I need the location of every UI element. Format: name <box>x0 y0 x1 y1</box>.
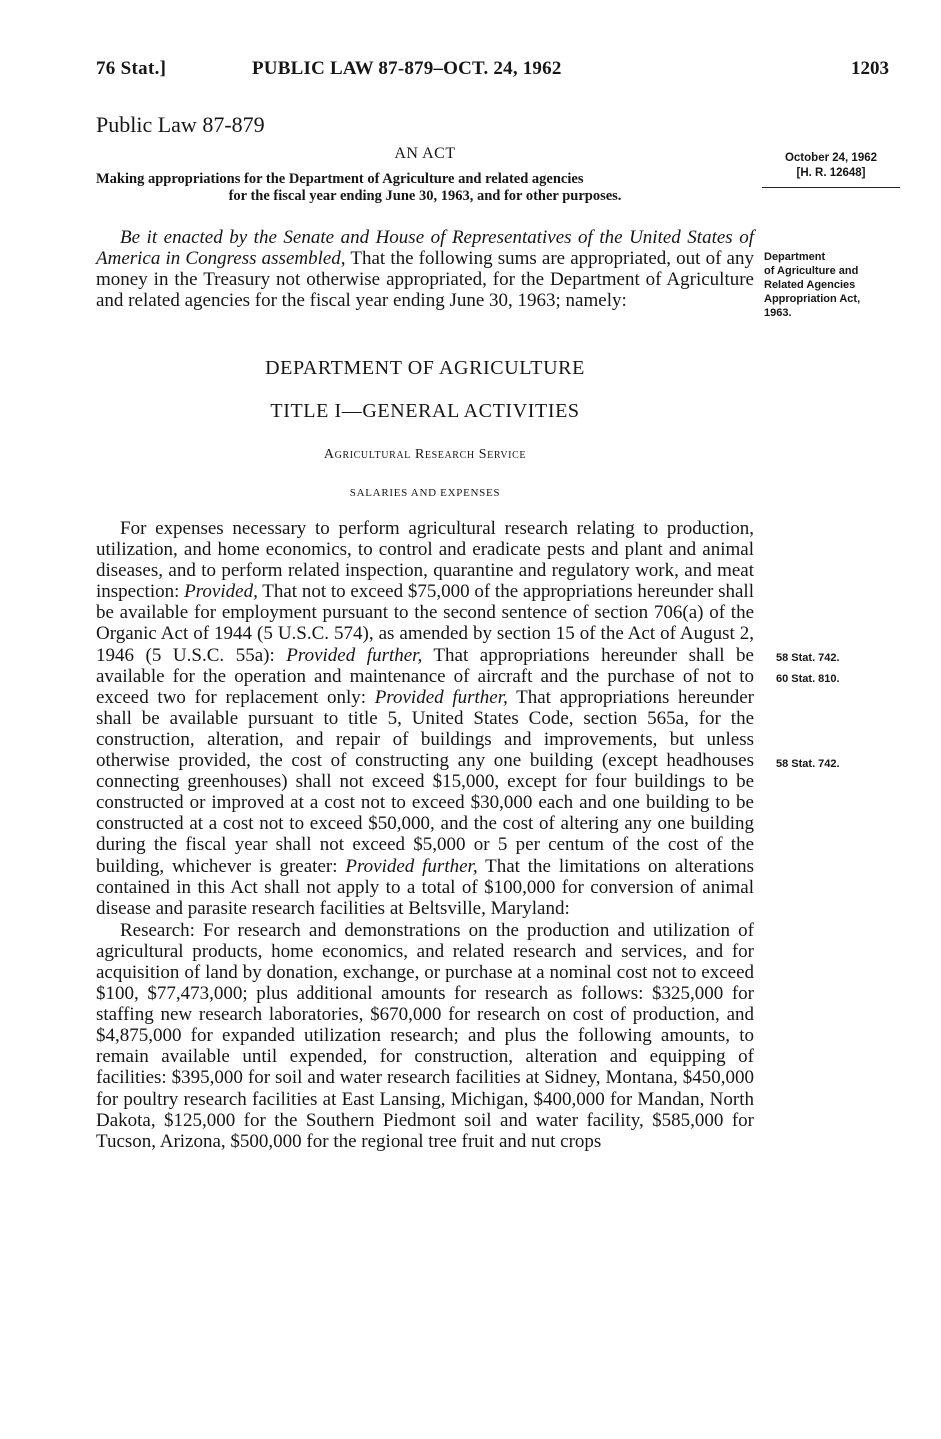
salaries-paragraphs <box>96 518 754 1152</box>
running-head-stat: 76 Stat.] <box>96 58 167 79</box>
enacting-clause-italic: Be it enacted by the Senate and House of Representatives of the United States of America in Congress assembled, <box>96 227 754 270</box>
paragraph-research: Research: For research and demonstrations on the production and utilization of agricultural products, home economics, and related research and services, and for acquisition of land by donation, exchange, or purchase at a nominal cost not to exceed $100, $77,473,000; plus additional amounts for research as follows: $325,000 for staffing new research laboratories, $670,000 for research on cost of production, and $4,875,000 for expanded utilization research; and plus the following amounts, to remain available until expended, for construction, alteration and equipping of facilities: $395,000 for soil and water research facilities at Sidney, Montana, $450,000 for poultry research facilities at East Lansing, Michigan, $400,000 for Mandan, North Dakota, $125,000 for the Southern Piedmont soil and water facility, $585,000 for Tucson, Arizona, $500,000 for the regional tree fruit and nut crops <box>96 919 754 1152</box>
title-heading: TITLE I—GENERAL ACTIVITIES <box>270 400 580 422</box>
margin-short-title-line: of Agriculture and <box>764 265 859 277</box>
page-number: 1203 <box>851 58 889 79</box>
margin-citation-2: 60 Stat. 810. <box>776 673 840 685</box>
salaries-heading: SALARIES AND EXPENSES <box>349 487 501 499</box>
department-heading: DEPARTMENT OF AGRICULTURE <box>265 357 585 379</box>
enacting-clause <box>96 227 754 311</box>
margin-short-title-line: Appropriation Act, <box>764 293 861 305</box>
service-heading: Agricultural Research Service <box>323 447 527 462</box>
margin-bill: [H. R. 12648] <box>796 167 866 179</box>
act-description <box>96 171 754 205</box>
margin-date-box <box>762 151 900 188</box>
paragraph-expenses: For expenses necessary to perform agricultural research relating to production, utilization, and home economics, to control and eradicate pests and plant and animal diseases, and to perform related inspection, quarantine and regulatory work, and meat inspection: Provided, That not to exceed $75,000 of the appropriations hereunder shall be available for employment pursuant to the second sentence of section 706(a) of the Organic Act of 1944 (5 U.S.C. 574), as amended by section 15 of the Act of August 2, 1946 (5 U.S.C. 55a): Provided further, That appropriations hereunder shall be available for the operation and maintenance of aircraft and the purchase of not to exceed two for replacement only: Provided further, That appropriations hereunder shall be available pursuant to title 5, United States Code, section 565a, for the construction, alteration, and repair of buildings and improvements, but unless otherwise provided, the cost of constructing any one building (except headhouses connecting greenhouses) shall not exceed $15,000, except for four buildings to be constructed or improved at a cost not to exceed $30,000 each and one building to be constructed at a cost not to exceed $50,000, and the cost of altering any one building during the fiscal year shall not exceed $5,000 or 5 per centum of the cost of the building, whichever is greater: Provided further, That the limitations on alterations contained in this Act shall not apply to a total of $100,000 for conversion of animal disease and parasite research facilities at Beltsville, Maryland: <box>96 518 754 919</box>
margin-citation-3: 58 Stat. 742. <box>776 758 840 770</box>
act-description-line-2: for the fiscal year ending June 30, 1963, and for other purposes. <box>228 188 622 204</box>
margin-date: October 24, 1962 <box>784 152 878 164</box>
act-description-line-1: Making appropriations for the Department of Agriculture and related agencies <box>96 171 584 187</box>
running-head-title: PUBLIC LAW 87-879–OCT. 24, 1962 <box>252 58 562 79</box>
margin-short-title-line: Department <box>764 251 826 263</box>
margin-short-title-line: 1963. <box>764 307 792 319</box>
act-heading: AN ACT <box>394 145 456 162</box>
margin-citation-1: 58 Stat. 742. <box>776 652 840 664</box>
margin-short-title <box>764 250 904 320</box>
enacting-clause-text: That the following sums are appropriated, out of any money in the Treasury not otherwise appropriated, for the Department of Agriculture and related agencies for the fiscal year ending June 30, 1963; namely: <box>96 248 754 312</box>
law-number: Public Law 87-879 <box>96 112 265 137</box>
margin-short-title-line: Related Agencies <box>764 279 856 291</box>
